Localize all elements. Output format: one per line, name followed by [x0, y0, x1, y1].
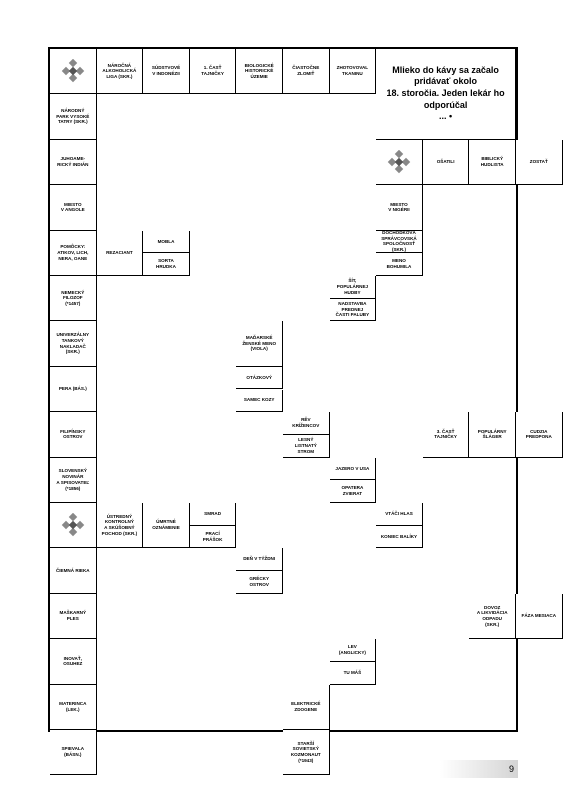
- clue-elektricke: ELEKTRICKÉ ZDOGENE: [283, 685, 330, 730]
- clue-lev: LEV (ANGLICKY): [330, 639, 377, 662]
- clue-ustredny: ÚSTREDNÝ KONTROLNÝ A SKÚŠOBNÝ POCHOD (SKR.): [97, 503, 144, 548]
- diamond-logo-icon: [50, 503, 97, 548]
- clue-stardi: STARŠÍ SOVIETSKÝ KOZMONAUT (*1943): [283, 730, 330, 775]
- clue-pomocky: POMÔCKY: ATIKOV, LICH, NERA, OANE: [50, 231, 97, 276]
- diamond-logo-icon: [50, 49, 97, 94]
- crossword-grid: [48, 47, 557, 763]
- clue-sit: ŠÍT, POPULÁRNEJ HUDBY: [330, 276, 377, 299]
- clue-pera: PERA (BÁS.): [50, 367, 97, 412]
- clue-miesto-angol: MIESTO V ANGOLE: [50, 185, 97, 230]
- clue-cudzia: CUDZIA PREDPONA: [516, 412, 563, 457]
- clue-tajnicka1: 1. ČASŤ TAJNIČKY: [190, 49, 237, 94]
- clue-alkoholicka-liga: NÁROČNÁ ALKOHOLICKÁ LIGA (SKR.): [97, 49, 144, 94]
- clue-rev: RĚV KRÍŽENCOV: [283, 412, 330, 435]
- clue-univerzalny: UNIVERZÁLNY TANKOVÝ NAKLADAČ (SKR.): [50, 321, 97, 366]
- clue-spievala: SPIEVALA (BÁSN.): [50, 730, 97, 775]
- clue-dovoz: DOVOZ A LIKVIDÁCIA ODPADU (SKR.): [469, 594, 516, 639]
- page-number: [440, 760, 518, 778]
- clue-sorta: SORTA HRUDKA: [143, 253, 190, 276]
- clue-meno: MENO BOHUMILA: [376, 253, 423, 276]
- clue-tu-mas: TU MÁŠ: [330, 662, 377, 685]
- clue-filipinsky: FILIPÍNSKY OSTROV: [50, 412, 97, 457]
- clue-nemecky: NEMECKÝ FILOZOF (*1457): [50, 276, 97, 321]
- clue-madarske: MAĎARSKÉ ŽENSKÉ MENO (VIOLA): [236, 321, 283, 366]
- diamond-logo-icon: [376, 140, 423, 185]
- clue-samec: SAMEC KOZY: [236, 390, 283, 413]
- clue-den: DEŇ V TÝŽDNI: [236, 548, 283, 571]
- clue-grecky: GRÉCKY OSTROV: [236, 571, 283, 594]
- clue-lesny: LESNÝ LISTNATÝ STROM: [283, 435, 330, 458]
- clue-opatera: OPATERA ZVIERAT: [330, 480, 377, 503]
- clue-rezaant: REZACIANT: [97, 231, 144, 276]
- clue-ciastocne: ČIASTOČNE ZLOMIŤ: [283, 49, 330, 94]
- clue-nadstavba: NADSTAVBA PREDNEJ ČASTI PALUBY: [330, 299, 377, 322]
- clue-slovensky: SLOVENSKÝ NOVINÁR A SPISOVATEĽ (*1856): [50, 458, 97, 503]
- clue-sudstvo: SÚDSTVOVÉ V INDONÉZII: [143, 49, 190, 94]
- clue-vtaci: VTÁČI HLAS: [376, 503, 423, 526]
- riddle-line3: ... •: [439, 111, 453, 122]
- clue-juhoamericky: JUHOAME- RICKÝ INDIÁN: [50, 140, 97, 185]
- clue-mobla: MOBLA: [143, 231, 190, 254]
- clue-ozdobit: OŠATILI: [423, 140, 470, 185]
- clue-popularny: POPULÁRNY ŠLÁGER: [469, 412, 516, 457]
- clue-tajnicka3: 3. ČASŤ TAJNIČKY: [423, 412, 470, 457]
- clue-faza: FÁZA MESIACA: [516, 594, 563, 639]
- clue-materina: MATERINCA (LEK.): [50, 685, 97, 730]
- riddle-line2: 18. storočia. Jeden lekár ho odporúčal: [386, 88, 505, 110]
- clue-umrtne: ÚMRTNÉ OZNÁMENIE: [143, 503, 190, 548]
- riddle-line1: Mlieko do kávy sa začalo pridávať okolo: [392, 64, 499, 87]
- page-number-text: 9: [508, 764, 514, 774]
- clue-maskarny: MAŠKARNÝ PLES: [50, 594, 97, 639]
- clue-zhotovovanie: ZHOTOVOVAL TKANINU: [330, 49, 377, 94]
- clue-koniec: KONIEC BALÍKY: [376, 526, 423, 549]
- clue-smrad: SMRAD: [190, 503, 237, 526]
- riddle-box: [376, 49, 516, 140]
- clue-inovat: INOVAŤ, OSUHEZ: [50, 639, 97, 684]
- clue-praci: PRACÍ PRÁŠOK: [190, 526, 237, 549]
- clue-zostat: ZOSTAŤ: [516, 140, 563, 185]
- clue-otazkovy: OTÁZKOVÝ: [236, 367, 283, 390]
- clue-ciemna-rieka: ČIEMNÁ RIEKA: [50, 548, 97, 593]
- clue-historicke: BIOLOGICKÉ HISTORICKÉ ÚZEMIE: [236, 49, 283, 94]
- clue-miesto-nigeri: MIESTO V NIGÉRII: [376, 185, 423, 230]
- clue-dochodkove: DÔCHODKOVÁ SPRÁVCOVSKÁ SPOLOČNOSŤ (SKR.): [376, 231, 423, 254]
- clue-jazero: JAZERO V USA: [330, 458, 377, 481]
- clue-biblicky: BIBLICKÝ HUDLISTA: [469, 140, 516, 185]
- clue-narodny-park: NÁRODNÝ PARK VYSOKÉ TATRY (SKR.): [50, 94, 97, 139]
